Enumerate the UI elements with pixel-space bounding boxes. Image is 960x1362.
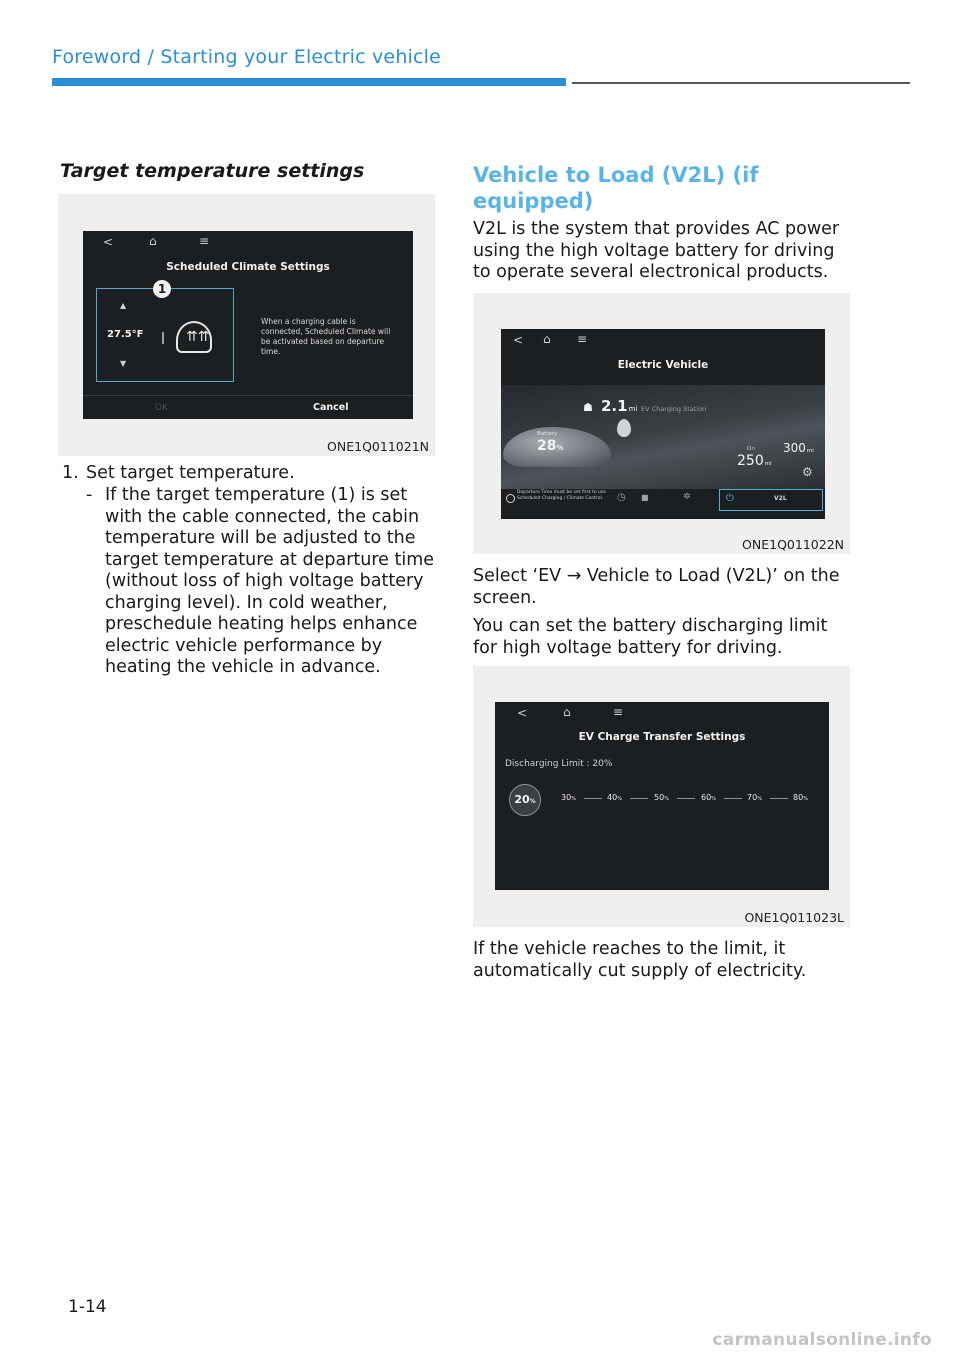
screen-title: Electric Vehicle (617, 359, 709, 371)
step-unit: % (803, 796, 808, 802)
clock-icon[interactable]: ◷ (617, 492, 626, 503)
home-icon: ⌂ (563, 705, 571, 719)
lock-icon[interactable]: ■ (641, 493, 649, 502)
back-icon: < (103, 235, 114, 249)
bottom-bar (83, 395, 413, 419)
select-instruction: Select ‘EV → Vehicle to Load (V2L)’ on the screen. (473, 566, 840, 608)
step-connector (677, 798, 695, 799)
cancel-button[interactable]: Cancel (313, 402, 349, 413)
step-selected[interactable] (509, 784, 541, 816)
step-30[interactable] (561, 793, 576, 802)
range-on-label: On (747, 446, 755, 452)
battery-value (537, 438, 564, 454)
temperature-value: 27.5°F (107, 329, 144, 340)
battery-label: Battery (537, 431, 558, 437)
sub-bullet-text: If the target temperature (1) is set with the cable connected, the cabin temperature will be adjusted to the target temperature at departure time (without loss of high voltage battery charging level). In cold weather, preschedule heating helps enhance electric vehicle performance by heating the vehicle in advance. (105, 485, 435, 677)
location-pin-icon (617, 419, 631, 437)
plug-icon: ⏻ (726, 493, 734, 504)
back-icon: < (517, 706, 528, 720)
arrow-down-icon: ▼ (120, 359, 127, 368)
figure-scheduled-climate (58, 194, 435, 456)
page-number: 1-14 (68, 1297, 107, 1317)
step-50[interactable] (654, 793, 669, 802)
v2l-label: V2L (774, 495, 787, 502)
step-label: 60 (701, 793, 712, 802)
battery-unit: % (556, 444, 564, 452)
distance-pin-icon: ☗ (583, 401, 593, 414)
distance-value (601, 397, 637, 415)
step-number: 1. (62, 463, 79, 483)
step-unit: % (711, 796, 716, 802)
step-unit: % (617, 796, 622, 802)
distance-number: 2.1 (601, 397, 628, 415)
step-connector (724, 798, 742, 799)
step-unit: % (757, 796, 762, 802)
menu-icon: ≡ (577, 332, 588, 346)
fan-icon[interactable]: ✲ (683, 492, 691, 502)
section-heading-target-temperature: Target temperature settings (60, 160, 365, 182)
menu-icon: ≡ (199, 234, 210, 248)
screen-charge-transfer (495, 702, 829, 890)
range-on (737, 453, 772, 469)
home-icon: ⌂ (543, 332, 551, 346)
range-off-value: 300 (783, 441, 806, 455)
step-unit: % (664, 796, 669, 802)
step-80[interactable] (793, 793, 808, 802)
step-unit: % (571, 796, 576, 802)
discharge-instruction: You can set the battery discharging limit for high voltage battery for driving. (473, 616, 828, 658)
info-text: When a charging cable is connected, Scheduled Climate will be activated based on departure time. (261, 317, 391, 356)
screen-title: Scheduled Climate Settings (166, 261, 330, 273)
range-on-unit: mi (764, 461, 772, 467)
home-icon: ⌂ (149, 234, 157, 248)
arrow-up-icon: ▲ (120, 301, 127, 310)
step-60[interactable] (701, 793, 716, 802)
section-header: Foreword / Starting your Electric vehicle (52, 46, 442, 68)
header-rule-gray (572, 82, 910, 84)
header-rule-blue (52, 78, 566, 86)
step-70[interactable] (747, 793, 762, 802)
step-unit: % (529, 798, 536, 805)
step-text: Set target temperature. (86, 463, 295, 483)
radio-icon (506, 494, 515, 503)
range-on-value: 250 (737, 453, 764, 469)
figure-caption: ONE1Q011021N (327, 439, 429, 454)
station-label: EV Charging Station (641, 405, 707, 413)
rear-defrost-icon[interactable]: ⇈⇈ (176, 321, 212, 353)
watermark: carmanualsonline.info (712, 1330, 932, 1350)
figure-caption: ONE1Q011023L (744, 910, 844, 925)
limit-track (509, 784, 821, 814)
figure-charge-transfer (473, 666, 850, 927)
screen-electric-vehicle (501, 329, 825, 519)
section-heading-v2l: Vehicle to Load (V2L) (if equipped) (473, 163, 759, 213)
step-40[interactable] (607, 793, 622, 802)
battery-number: 28 (537, 438, 557, 454)
v2l-intro: V2L is the system that provides AC power using the high voltage battery for driving to operate several electronical products. (473, 219, 840, 282)
screen-title: EV Charge Transfer Settings (578, 731, 746, 743)
step-label: 70 (747, 793, 758, 802)
step-connector (584, 798, 602, 799)
limit-label: Discharging Limit : 20% (505, 759, 613, 769)
divider-bar (162, 332, 164, 344)
ok-button[interactable]: OK (155, 403, 168, 413)
range-off (783, 441, 814, 455)
step-connector (770, 798, 788, 799)
callout-marker: 1 (153, 280, 171, 298)
notice-text: Departure Time must be set first to use Scheduled Charging / Climate Control. (517, 490, 606, 501)
screen-scheduled-climate (83, 231, 413, 419)
back-icon: < (513, 333, 524, 347)
step-label: 80 (793, 793, 804, 802)
step-label: 30 (561, 793, 572, 802)
step-label: 20 (514, 793, 530, 806)
step-connector (630, 798, 648, 799)
limit-instruction: If the vehicle reaches to the limit, it automatically cut supply of electricity. (473, 939, 807, 981)
menu-icon: ≡ (613, 705, 624, 719)
figure-electric-vehicle (473, 293, 850, 554)
settings-icon[interactable]: ⚙ (802, 465, 813, 479)
distance-unit: mi (628, 405, 638, 413)
sub-bullet-dash: - (86, 485, 93, 505)
step-label: 40 (607, 793, 618, 802)
step-label: 50 (654, 793, 665, 802)
v2l-button[interactable] (719, 489, 823, 511)
figure-caption: ONE1Q011022N (742, 537, 844, 552)
range-off-unit: mi (806, 448, 814, 454)
